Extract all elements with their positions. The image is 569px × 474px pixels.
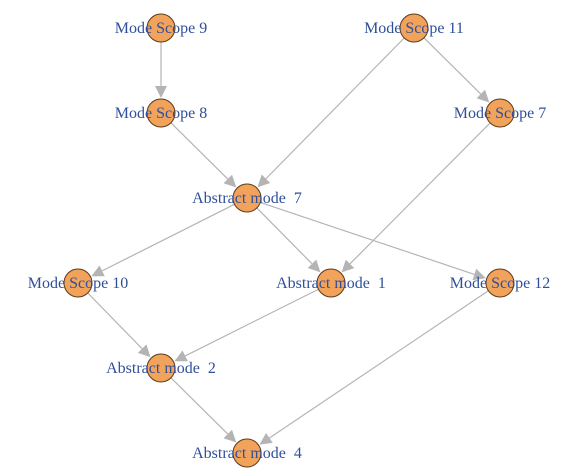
node-ms9[interactable] <box>115 14 207 42</box>
edge-ms11-to-ms7 <box>424 38 481 94</box>
node-label: Mode Scope 12 <box>449 275 551 292</box>
node-am4[interactable] <box>192 439 302 467</box>
edge-ms12-to-am4 <box>269 291 488 438</box>
node-ms10[interactable] <box>28 269 128 297</box>
edge-ms10-to-am2 <box>88 293 142 349</box>
edge-am7-to-ms10 <box>102 204 234 271</box>
node-label: Abstract mode 2 <box>106 360 216 377</box>
arrowhead-ms9-to-ms8 <box>155 86 167 98</box>
node-label: Mode Scope 8 <box>114 105 208 122</box>
node-label: Mode Scope 9 <box>114 20 208 37</box>
node-am7[interactable] <box>192 184 302 212</box>
arrowhead-ms12-to-am4 <box>259 433 272 445</box>
node-ms11[interactable] <box>364 14 464 42</box>
node-am2[interactable] <box>106 354 216 382</box>
edge-layer <box>88 38 490 445</box>
edge-am2-to-am4 <box>171 378 228 434</box>
node-label: Abstract mode 4 <box>192 445 302 462</box>
node-label: Mode Scope 11 <box>364 20 464 37</box>
node-label: Abstract mode 7 <box>192 190 302 207</box>
edge-ms11-to-am7 <box>266 38 404 179</box>
node-label: Abstract mode 1 <box>276 275 386 292</box>
edge-am7-to-am1 <box>257 208 312 264</box>
node-am1[interactable] <box>276 269 386 297</box>
node-ms12[interactable] <box>450 269 550 297</box>
edge-am1-to-am2 <box>185 289 318 356</box>
node-ms8[interactable] <box>115 99 207 127</box>
node-ms7[interactable] <box>454 99 546 127</box>
node-label: Mode Scope 10 <box>27 275 129 292</box>
edge-ms8-to-am7 <box>171 123 228 179</box>
edge-am7-to-ms12 <box>260 202 474 274</box>
node-label: Mode Scope 7 <box>453 105 547 122</box>
edge-ms7-to-am1 <box>350 123 490 264</box>
